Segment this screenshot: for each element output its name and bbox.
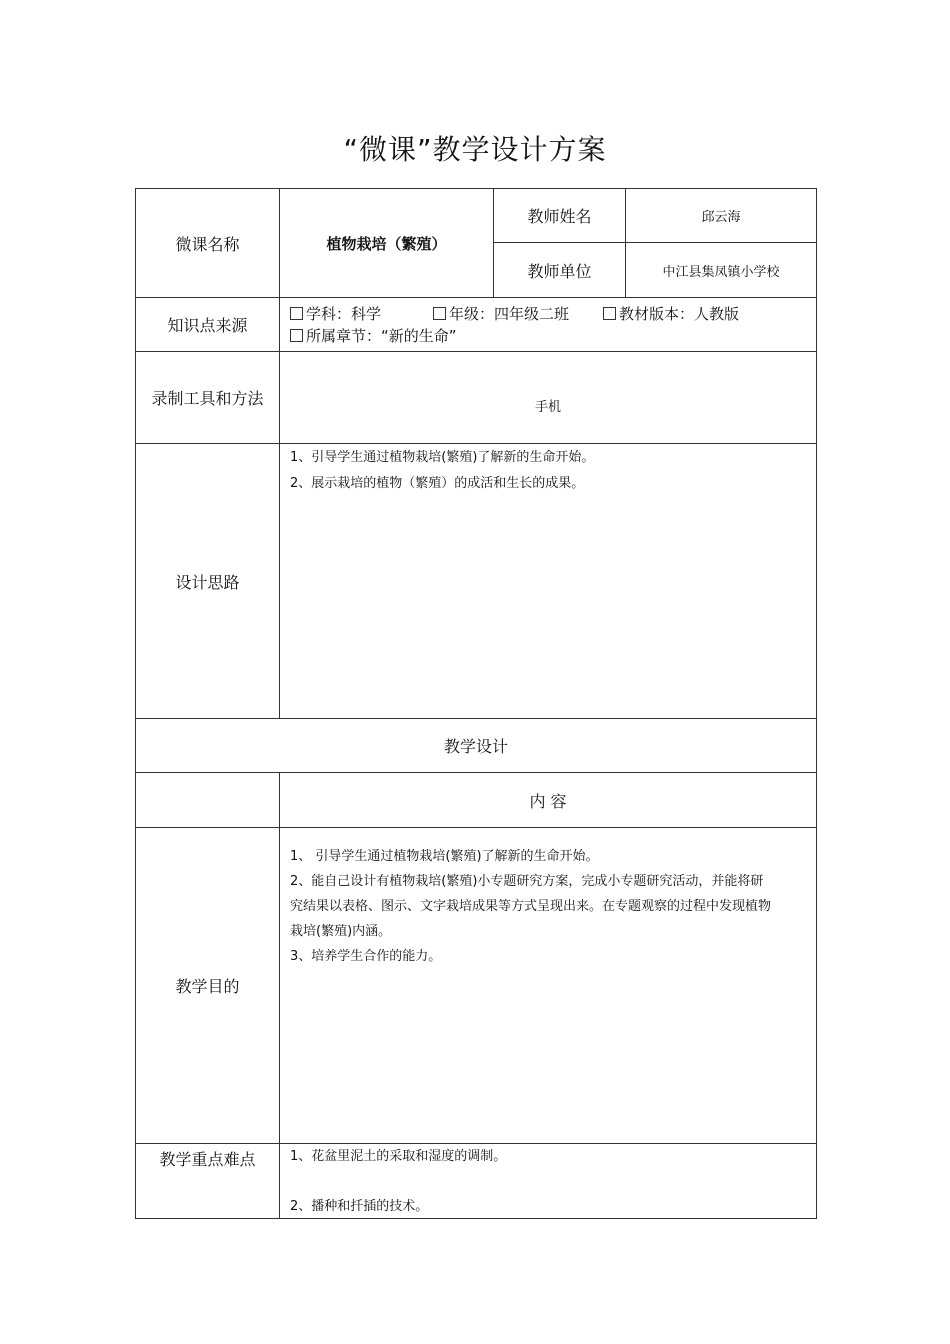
objective-line-4: 栽培(繁殖)内涵。 [290,924,392,939]
teacher-unit-label: 教师单位 [494,243,626,298]
teacher-name-value: 邱云海 [626,189,817,243]
subject-text: 学科：科学 [306,304,382,323]
key-point-line-2: 2、播种和扦插的技术。 [290,1199,429,1214]
recording-label: 录制工具和方法 [136,352,280,444]
objective-line-3: 究结果以表格、图示、文字栽培成果等方式呈现出来。在专题观察的过程中发现植物 [290,899,772,914]
grade-text: 年级：四年级二班 [449,304,570,323]
teaching-design-header: 教学设计 [136,719,817,773]
course-name-label: 微课名称 [136,189,280,298]
objective-line-5: 3、培养学生合作的能力。 [290,949,442,964]
page-title: “微课”教学设计方案 [343,133,607,166]
key-points-cell [280,1144,817,1219]
knowledge-source-label: 知识点来源 [136,298,280,352]
key-point-line-1: 1、花盆里泥土的采取和湿度的调制。 [290,1149,507,1164]
objective-line-2: 2、能自己设计有植物栽培(繁殖)小专题研究方案，完成小专题研究活动，并能将研 [290,874,764,889]
design-idea-cell [280,444,817,719]
lesson-plan-table [135,188,817,1219]
key-points-label: 教学重点难点 [136,1144,280,1219]
teacher-name-label: 教师姓名 [494,189,626,243]
objective-label: 教学目的 [136,828,280,1144]
design-idea-label: 设计思路 [136,444,280,719]
textbook-checkbox [603,307,616,320]
chapter-text: 所属章节：“新的生命” [306,326,457,345]
recording-value: 手机 [280,352,817,444]
knowledge-source-line-2 [280,325,816,347]
course-name-value: 植物栽培（繁殖） [280,189,494,298]
knowledge-source-cell [280,298,817,352]
content-header-blank [136,773,280,828]
subject-checkbox [290,307,303,320]
teacher-unit-value: 中江县集凤镇小学校 [626,243,817,298]
objective-line-1: 1、 引导学生通过植物栽培(繁殖)了解新的生命开始。 [290,849,599,864]
design-idea-line-2: 2、展示栽培的植物（繁殖）的成活和生长的成果。 [290,476,585,491]
textbook-text: 教材版本：人教版 [619,304,740,323]
objective-cell [280,828,817,1144]
design-idea-line-1: 1、引导学生通过植物栽培(繁殖)了解新的生命开始。 [290,450,595,465]
chapter-checkbox [290,329,303,342]
content-header: 内 容 [280,773,817,828]
grade-checkbox [433,307,446,320]
knowledge-source-line-1 [280,303,816,325]
